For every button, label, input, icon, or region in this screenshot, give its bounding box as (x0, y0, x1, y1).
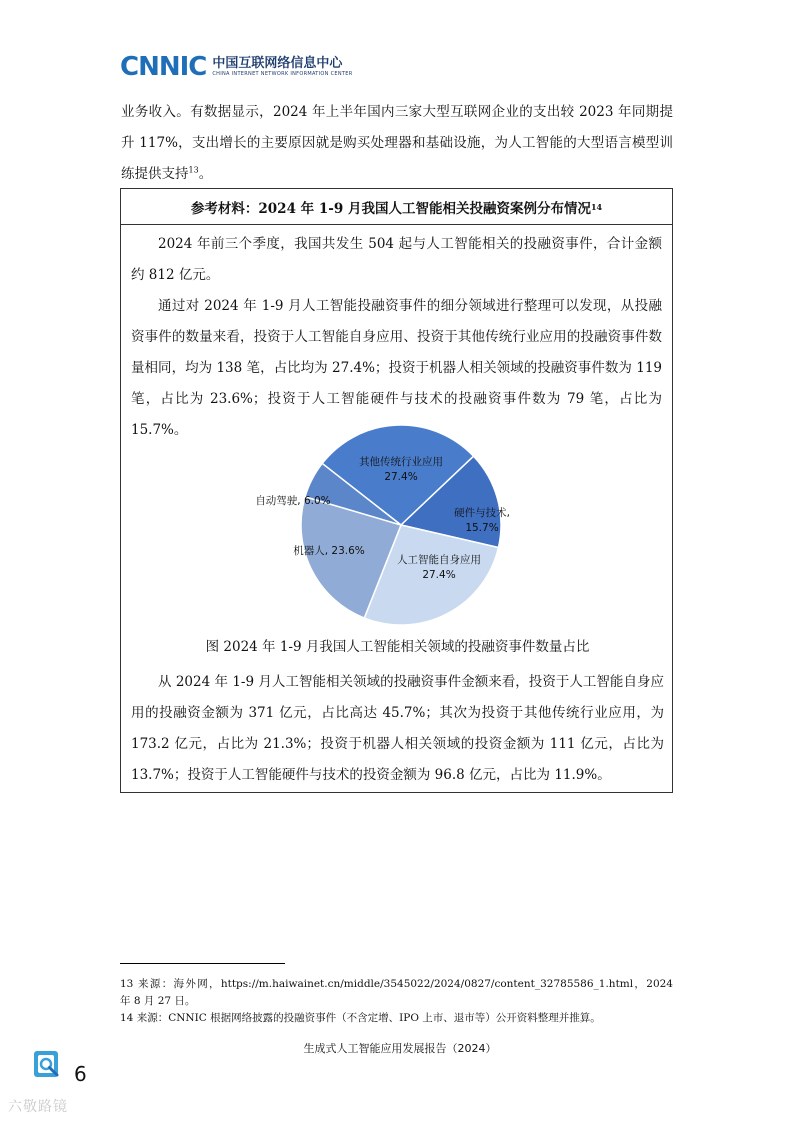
reference-material-box (120, 188, 673, 793)
box-title: 参考材料：2024 年 1-9 月我国人工智能相关投融资案例分布情况 14 (121, 189, 672, 225)
footnote-ref-13[interactable]: 13 (188, 165, 199, 175)
paragraph-amount-breakdown: 从 2024 年 1-9 月人工智能相关领域的投融资事件金额来看，投资于人工智能自身应用的投融资金额为 371 亿元，占比高达 45.7%；其次为投资于其他传统行业应用，为 173.2 亿元，占比为 21.3%；投资于机器人相关领域的投资金额为 111 亿元，占比为 13.7%；投资于人工智能硬件与技术的投资金额为 96.8 亿元，占比为 11.9%。 (131, 674, 664, 783)
slice-autonomous-driving-label: 自动驾驶, 6.0% (255, 495, 331, 507)
figure-caption: 图 2024 年 1-9 月我国人工智能相关领域的投融资事件数量占比 (205, 639, 590, 655)
slice-robotics-label: 机器人, 23.6% (293, 545, 365, 557)
pie-chart (121, 425, 674, 625)
slice-ai-self-application-label: 人工智能自身应用 27.4% (397, 554, 481, 581)
slice-traditional-industry-label: 其他传统行业应用 27.4% (359, 456, 443, 483)
magnifier-report-icon (33, 1050, 63, 1080)
paragraph-total-events: 2024 年前三个季度，我国共发生 504 起与人工智能相关的投融资事件，合计金额约 812 亿元。 (131, 236, 662, 283)
cnnic-logo (120, 52, 352, 82)
footnote-divider (120, 963, 285, 964)
footnotes (120, 976, 673, 1027)
paragraph-event-count-breakdown: 通过对 2024 年 1-9 月人工智能投融资事件的细分领域进行整理可以发现，从投融资事件的数量来看，投资于人工智能自身应用、投资于其他传统行业应用的投融资事件数量相同，均为 138 笔，占比均为 27.4%；投资于机器人相关领域的投融资事件数为 119 笔，占比为 23.6%；投资于人工智能硬件与技术的投融资事件数为 79 笔，占比为 15.7%。 (131, 298, 662, 438)
intro-paragraph: 业务收入。有数据显示，2024 年上半年国内三家大型互联网企业的支出较 2023 年同期提升 117%，支出增长的主要原因就是购买处理器和基础设施，为人工智能的大型语言模型训练提供支持$^{13}$。 (121, 104, 673, 182)
footer-report-title: 生成式人工智能应用发展报告（2024） (303, 1042, 497, 1055)
pie-chart-svg (121, 425, 674, 625)
slice-hardware-tech-label: 硬件与技术, 15.7% (454, 507, 510, 534)
footnote-13: 13 来源：海外网，https://m.haiwainet.cn/middle/3545022/2024/0827/content_32785586_1.html，2024 年 8 月 27 日。 (120, 978, 673, 1007)
page-number: 6 (74, 1062, 87, 1086)
footnote-14: 14 来源：CNNIC 根据网络披露的投融资事件（不含定增、IPO 上市、退市等）公开资料整理并推算。 (120, 1012, 601, 1024)
logo-english-name: CHINA INTERNET NETWORK INFORMATION CENTER (212, 71, 353, 77)
logo-wordmark: CNNIC (120, 52, 207, 82)
watermark: 六敬路镜 (8, 1099, 68, 1115)
logo-chinese-name: 中国互联网络信息中心 (212, 56, 343, 71)
